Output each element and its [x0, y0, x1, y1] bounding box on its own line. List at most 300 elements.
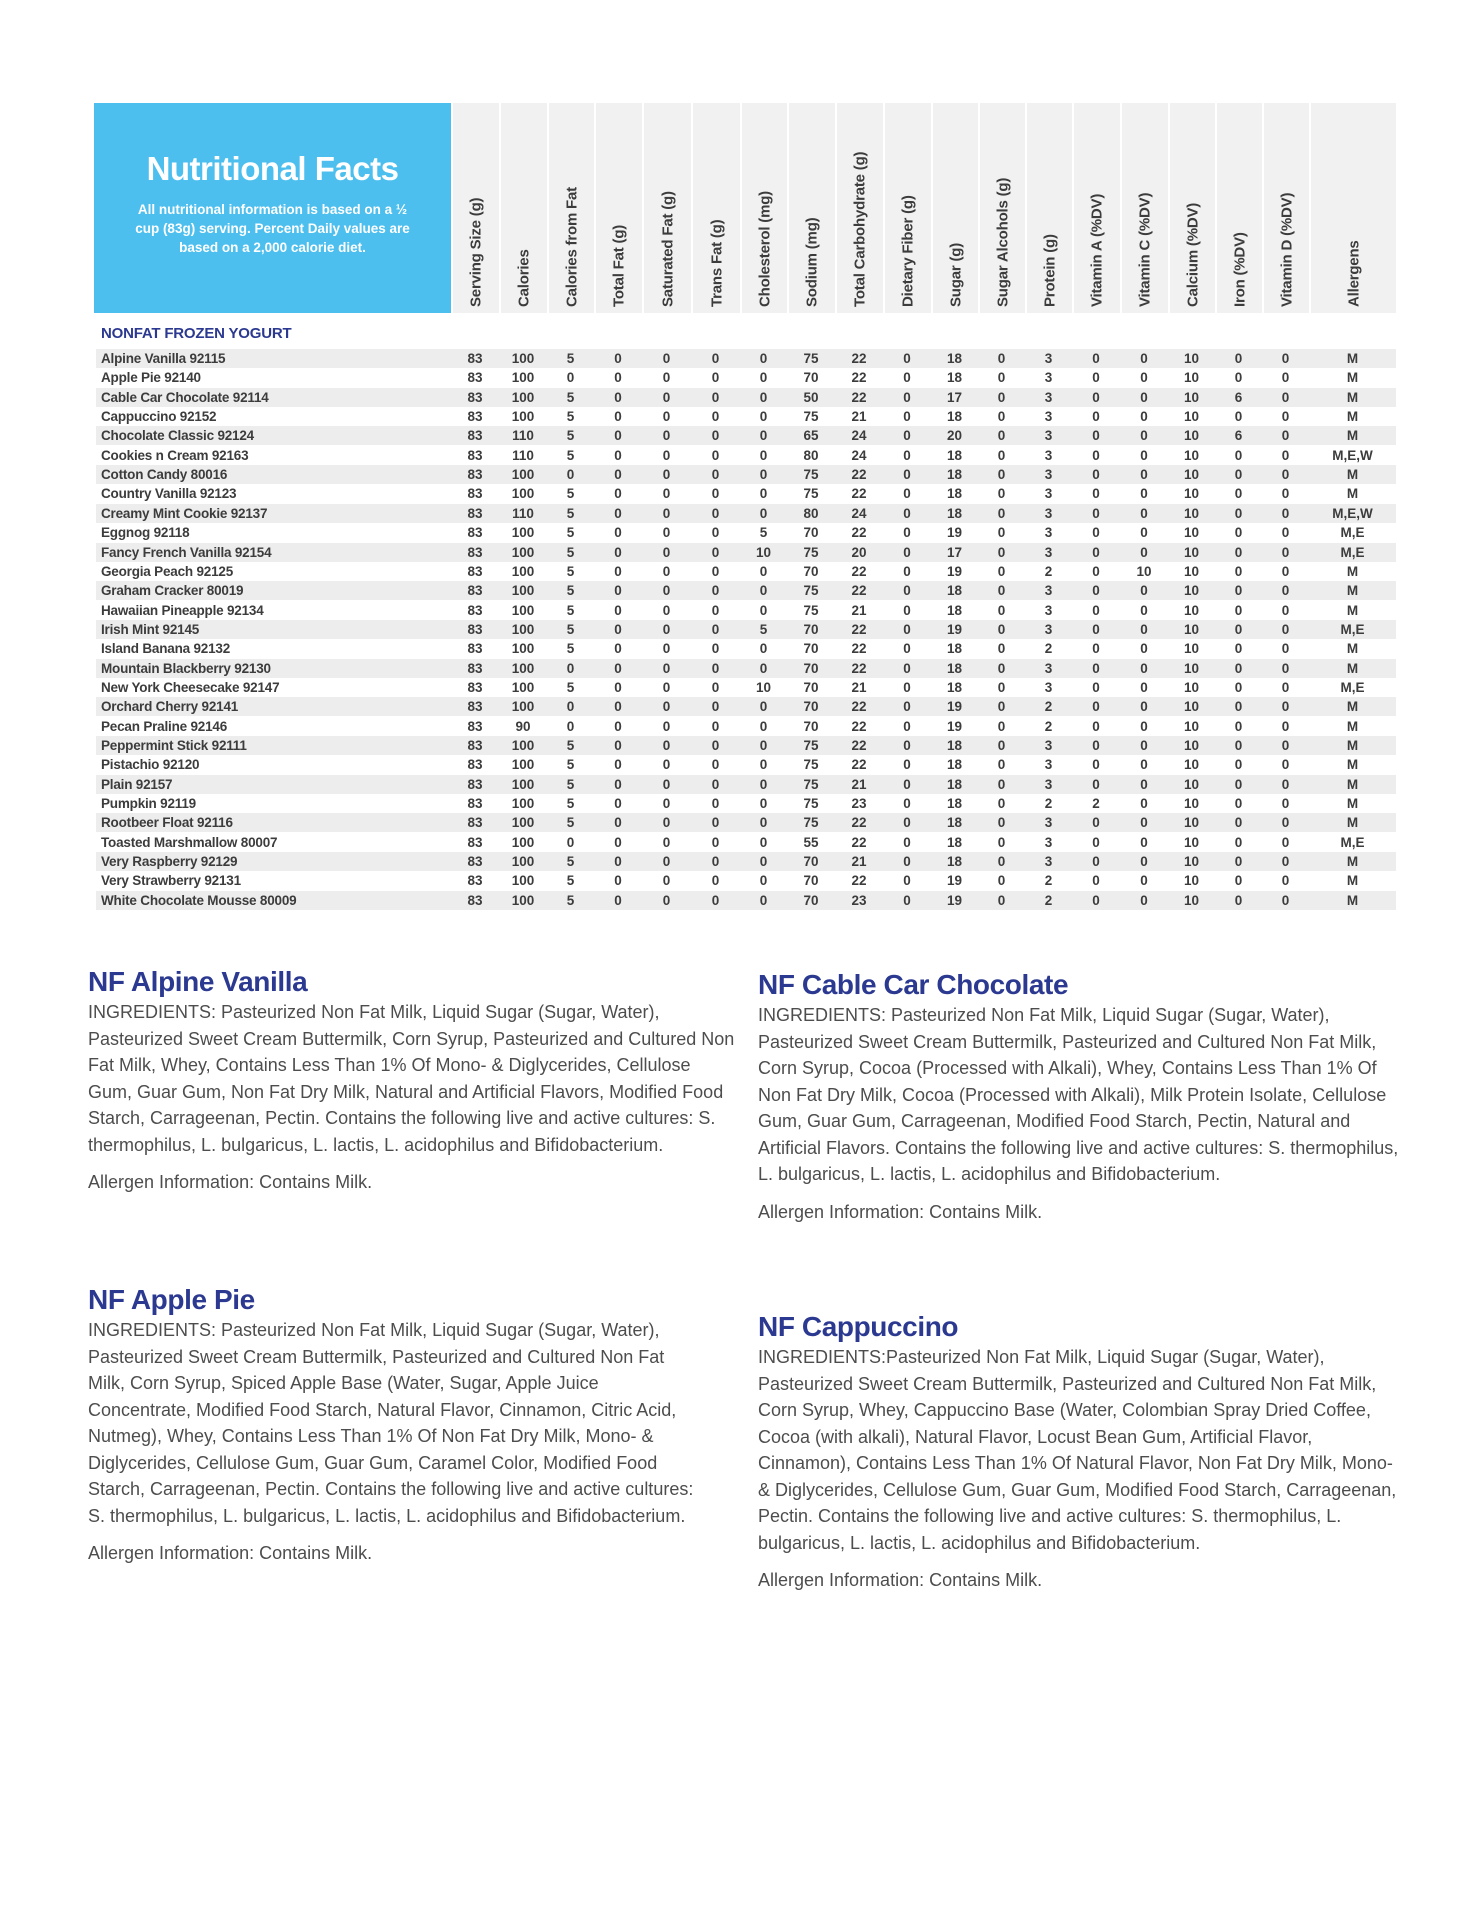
flavor-name: Cable Car Chocolate 92114 [101, 389, 269, 405]
table-cell: 10 [1183, 563, 1200, 579]
table-cell: 0 [759, 583, 768, 599]
table-cell: 21 [851, 602, 867, 618]
table-cell: 100 [511, 370, 535, 386]
table-cell: 0 [997, 699, 1006, 715]
table-cell: M [1346, 602, 1359, 618]
flavor-name: Alpine Vanilla 92115 [101, 351, 226, 366]
table-cell: 0 [711, 660, 720, 676]
table-cell: 0 [711, 834, 720, 850]
table-cell: 0 [1140, 505, 1148, 521]
table-cell: 75 [803, 486, 819, 502]
table-cell: 75 [803, 544, 819, 560]
table-cell: 0 [614, 544, 622, 560]
table-cell: 0 [759, 854, 768, 870]
table-cell: 0 [997, 389, 1006, 405]
table-cell: 0 [759, 834, 768, 850]
table-cell: 0 [997, 351, 1006, 366]
table-cell: 0 [1140, 544, 1148, 560]
table-cell: 0 [1281, 370, 1290, 386]
column-header-label: Protein (g) [1041, 234, 1058, 307]
table-cell: 3 [1044, 351, 1053, 366]
table-cell: 70 [803, 563, 819, 579]
table-cell: 0 [903, 873, 911, 889]
table-cell: 0 [711, 525, 720, 541]
table-cell: 22 [851, 486, 867, 502]
table-cell: 0 [1092, 776, 1100, 792]
flavor-name: Very Strawberry 92131 [101, 873, 241, 889]
table-cell: 0 [759, 796, 768, 812]
table-cell: 0 [1092, 718, 1100, 734]
table-cell: 75 [803, 602, 819, 618]
table-cell: 0 [1140, 699, 1148, 715]
table-cell: 0 [903, 776, 911, 792]
section-label: NONFAT FROZEN YOGURT [101, 325, 292, 342]
table-cell: 23 [851, 796, 867, 812]
table-cell: 0 [903, 505, 911, 521]
flavor-name: Toasted Marshmallow 80007 [101, 834, 278, 850]
table-cell: 20 [851, 544, 867, 560]
table-cell: 0 [614, 563, 622, 579]
table-cell: M [1346, 370, 1359, 386]
table-cell: 0 [711, 873, 720, 889]
table-cell: 0 [1092, 854, 1100, 870]
table-row [96, 504, 1396, 523]
table-cell: 0 [1234, 621, 1243, 637]
table-cell: 0 [759, 447, 768, 463]
ingredient-block-cappuccino [758, 1310, 1398, 1593]
ingredient-title: NF Cappuccino [758, 1311, 959, 1342]
table-cell: 0 [997, 660, 1006, 676]
table-cell: 10 [1183, 757, 1200, 773]
table-cell: 0 [662, 563, 671, 579]
flavor-name: Country Vanilla 92123 [101, 486, 237, 502]
table-cell: M [1346, 467, 1359, 483]
column-header [594, 103, 642, 313]
table-cell: 0 [1140, 583, 1148, 599]
table-cell: 0 [997, 525, 1006, 541]
table-cell: 100 [511, 641, 535, 657]
table-cell: 0 [662, 447, 671, 463]
table-cell: 0 [614, 351, 622, 366]
table-cell: 100 [511, 621, 535, 637]
table-cell: 0 [1281, 834, 1290, 850]
facts-title: Nutritional Facts [146, 150, 399, 187]
table-cell: 0 [1092, 486, 1100, 502]
table-cell: 0 [662, 486, 671, 502]
table-cell: 100 [511, 525, 535, 541]
table-cell: 0 [997, 641, 1006, 657]
table-cell: 3 [1044, 776, 1053, 792]
table-cell: M [1346, 660, 1359, 676]
table-cell: 0 [566, 834, 575, 850]
table-cell: 0 [662, 854, 671, 870]
table-cell: 18 [946, 602, 963, 618]
table-cell: 83 [467, 738, 483, 753]
table-cell: 0 [614, 738, 622, 753]
table-cell: 5 [566, 447, 575, 463]
table-cell: M [1346, 718, 1359, 734]
table-cell: 0 [1234, 679, 1243, 695]
table-cell: 0 [1140, 467, 1148, 483]
table-cell: 22 [851, 660, 867, 676]
table-cell: 0 [1140, 738, 1148, 753]
table-cell: 3 [1044, 660, 1053, 676]
table-cell: 3 [1044, 544, 1053, 560]
table-cell: 3 [1044, 370, 1053, 386]
table-row [96, 678, 1396, 697]
table-cell: 70 [803, 699, 819, 715]
table-cell: 65 [803, 428, 819, 444]
table-row [96, 871, 1396, 890]
table-cell: M [1346, 873, 1359, 889]
table-cell: 83 [467, 776, 483, 792]
table-cell: 17 [946, 389, 963, 405]
table-cell: 100 [511, 776, 535, 792]
table-row [96, 407, 1396, 426]
table-cell: 83 [467, 718, 483, 734]
table-cell: 10 [1183, 447, 1200, 463]
table-row [96, 465, 1396, 484]
column-header [1168, 103, 1215, 313]
table-cell: 0 [566, 370, 575, 386]
table-cell: 0 [1234, 776, 1243, 792]
table-cell: 24 [851, 447, 867, 463]
table-cell: 0 [1140, 718, 1148, 734]
table-cell: 0 [1140, 641, 1148, 657]
table-cell: M [1346, 892, 1359, 908]
table-cell: 0 [614, 621, 622, 637]
table-cell: 0 [711, 621, 720, 637]
table-cell: 0 [997, 815, 1006, 831]
table-row [96, 717, 1396, 736]
table-cell: 0 [903, 641, 911, 657]
table-cell: 0 [1281, 892, 1290, 908]
table-cell: M [1346, 351, 1359, 366]
table-cell: 0 [759, 776, 768, 792]
table-cell: 0 [759, 505, 768, 521]
table-cell: 18 [946, 409, 963, 425]
table-cell: 0 [662, 544, 671, 560]
table-cell: 0 [1140, 873, 1148, 889]
table-cell: 0 [1234, 796, 1243, 812]
column-header [1072, 103, 1120, 313]
table-cell: 10 [755, 679, 772, 695]
table-cell: 22 [851, 621, 867, 637]
facts-subtitle: All nutritional information is based on a ½ cup (83g) serving. Percent Daily values are based on a 2,000 calorie diet. [135, 202, 410, 255]
table-cell: 0 [662, 776, 671, 792]
table-cell: 0 [662, 351, 671, 366]
table-cell: 83 [467, 544, 483, 560]
table-cell: 19 [946, 563, 963, 579]
table-cell: 0 [1092, 544, 1100, 560]
table-cell: 0 [997, 505, 1006, 521]
table-cell: 22 [851, 583, 867, 599]
flavor-name: Apple Pie 92140 [101, 370, 201, 386]
table-cell: 0 [614, 699, 622, 715]
table-cell: 0 [662, 834, 671, 850]
table-cell: 0 [903, 621, 911, 637]
table-cell: 0 [1234, 467, 1243, 483]
ingredient-text: INGREDIENTS: Pasteurized Non Fat Milk, Liquid Sugar (Sugar, Water), Pasteurized Sweet Cream Buttermilk, Pasteurized and Cultured Non Fat Milk, Corn Syrup, Spiced Apple Base (Water, Sugar, Apple Juice Concentrate, Modified Food Starch, Natural Flavor, Cinnamon, Citric Acid, Nutmeg), Whey, Contains Less Than 1% Of Non Fat Dry Milk, Mono- & Diglycerides, Cellulose Gum, Guar Gum, Caramel Color, Modified Food Starch, Carrageenan, Pectin. Contains the following live and active cultures: S. thermophilus, L. bulgaricus, L. lactis, L. acidophilus and Bifidobacterium. [88, 1320, 694, 1526]
column-header-label: Iron (%DV) [1231, 232, 1248, 307]
table-cell: 0 [903, 892, 911, 908]
table-cell: 0 [614, 892, 622, 908]
table-cell: 10 [1183, 370, 1200, 386]
table-cell: 18 [946, 776, 963, 792]
table-cell: M [1346, 776, 1359, 792]
table-cell: 100 [511, 583, 535, 599]
table-cell: 100 [511, 544, 535, 560]
table-cell: 0 [1092, 757, 1100, 773]
table-cell: 0 [1234, 834, 1243, 850]
table-cell: 18 [946, 679, 963, 695]
table-cell: 0 [997, 738, 1006, 753]
flavor-name: Island Banana 92132 [101, 641, 231, 657]
ingredient-title: NF Apple Pie [88, 1284, 255, 1315]
table-cell: 0 [614, 757, 622, 773]
table-cell: 100 [511, 738, 535, 753]
table-cell: 83 [467, 815, 483, 831]
table-cell: 0 [997, 796, 1006, 812]
column-header-label: Serving Size (g) [467, 197, 485, 307]
ingredient-title: NF Cable Car Chocolate [758, 969, 1069, 1000]
table-cell: 0 [1281, 679, 1290, 695]
flavor-name: Fancy French Vanilla 92154 [101, 544, 272, 560]
table-cell: 100 [511, 389, 535, 405]
table-cell: 0 [903, 447, 911, 463]
table-cell: 0 [903, 796, 911, 812]
ingredient-text: INGREDIENTS:Pasteurized Non Fat Milk, Liquid Sugar (Sugar, Water), Pasteurized Sweet Cream Buttermilk, Pasteurized and Cultured Non Fat Milk, Corn Syrup, Whey, Cappuccino Base (Water, Colombian Spray Dried Coffee, Cocoa (with alkali), Natural Flavor, Locust Bean Gum, Artificial Flavor, Cinnamon), Contains Less Than 1% Of Natural Flavor, Non Fat Dry Milk, Mono- & Diglycerides, Cellulose Gum, Guar Gum, Modified Food Starch, Carrageenan, Pectin. Contains the following live and active cultures: S. thermophilus, L. bulgaricus, L. lactis, L. acidophilus and Bifidobacterium. [758, 1347, 1397, 1553]
column-header-label: Vitamin A (%DV) [1088, 193, 1106, 307]
table-cell: 83 [467, 796, 483, 812]
table-cell: 0 [1281, 602, 1290, 618]
table-cell: 0 [566, 660, 575, 676]
table-cell: 10 [1183, 873, 1200, 889]
table-cell: 10 [1183, 796, 1200, 812]
table-cell: 0 [614, 834, 622, 850]
table-cell: 5 [566, 428, 575, 444]
table-cell: 0 [662, 699, 671, 715]
table-cell: 70 [803, 660, 819, 676]
table-cell: 0 [662, 602, 671, 618]
table-cell: 0 [1281, 796, 1290, 812]
table-cell: 75 [803, 776, 819, 792]
table-cell: 0 [1140, 525, 1148, 541]
table-cell: 10 [1183, 602, 1200, 618]
table-cell: 5 [566, 641, 575, 657]
table-cell: 75 [803, 467, 819, 483]
table-cell: 2 [1044, 718, 1053, 734]
table-cell: 5 [566, 563, 575, 579]
table-cell: 100 [511, 757, 535, 773]
table-cell: 0 [614, 776, 622, 792]
table-cell: 0 [1234, 505, 1243, 521]
table-cell: 0 [1092, 834, 1100, 850]
table-cell: 100 [511, 699, 535, 715]
column-header [1262, 103, 1309, 313]
column-header-label: Sodium (mg) [803, 217, 821, 307]
table-cell: 83 [467, 660, 483, 676]
table-cell: 3 [1044, 389, 1053, 405]
table-cell: 0 [711, 641, 720, 657]
table-cell: 0 [1092, 525, 1100, 541]
table-cell: 0 [1140, 892, 1148, 908]
table-cell: 0 [1281, 641, 1290, 657]
column-header [1215, 103, 1262, 313]
table-cell: 90 [515, 718, 531, 734]
table-cell: 5 [566, 544, 575, 560]
table-cell: M [1346, 757, 1359, 773]
table-cell: 18 [946, 641, 963, 657]
table-cell: 0 [614, 447, 622, 463]
table-cell: 0 [1092, 389, 1100, 405]
table-cell: 0 [1140, 409, 1148, 425]
table-cell: 0 [759, 370, 768, 386]
table-cell: 0 [614, 505, 622, 521]
table-cell: 0 [614, 815, 622, 831]
table-cell: M [1346, 486, 1359, 502]
table-cell: 0 [1234, 447, 1243, 463]
table-cell: 83 [467, 834, 483, 850]
table-cell: 0 [1281, 525, 1290, 541]
table-cell: 70 [803, 679, 819, 695]
table-cell: 5 [566, 525, 575, 541]
table-cell: 0 [997, 679, 1006, 695]
table-cell: 0 [1281, 428, 1290, 444]
table-cell: 22 [851, 563, 867, 579]
table-cell: 0 [1281, 563, 1290, 579]
flavor-name: Creamy Mint Cookie 92137 [101, 505, 268, 521]
table-cell: 0 [1281, 583, 1290, 599]
column-header [691, 103, 740, 313]
table-cell: 0 [1092, 699, 1100, 715]
table-cell: 83 [467, 699, 483, 715]
table-cell: 0 [662, 428, 671, 444]
table-cell: 22 [851, 351, 867, 366]
table-cell: 0 [711, 718, 720, 734]
table-cell: 0 [1234, 699, 1243, 715]
column-header [451, 103, 499, 313]
table-cell: 0 [903, 351, 911, 366]
table-cell: 0 [1092, 351, 1100, 366]
table-cell: 0 [1281, 757, 1290, 773]
table-cell: 3 [1044, 854, 1053, 870]
table-cell: 20 [946, 428, 963, 444]
table-cell: M,E [1340, 834, 1365, 850]
table-cell: 0 [1092, 738, 1100, 753]
table-cell: 0 [1092, 602, 1100, 618]
flavor-name: Rootbeer Float 92116 [101, 815, 233, 831]
table-cell: 18 [946, 583, 963, 599]
table-cell: 0 [903, 467, 911, 483]
table-cell: 0 [1234, 718, 1243, 734]
table-cell: 0 [614, 583, 622, 599]
flavor-name: Georgia Peach 92125 [101, 563, 234, 579]
table-cell: 0 [903, 563, 911, 579]
table-cell: 80 [803, 447, 819, 463]
table-cell: 5 [566, 757, 575, 773]
table-cell: 0 [1234, 854, 1243, 870]
table-cell: 21 [851, 679, 867, 695]
table-cell: 0 [711, 854, 720, 870]
table-cell: 0 [903, 738, 911, 753]
table-cell: 10 [1183, 699, 1200, 715]
table-cell: 110 [512, 428, 534, 444]
flavor-name: Pumpkin 92119 [101, 796, 196, 812]
table-cell: 0 [1140, 602, 1148, 618]
table-cell: 0 [903, 486, 911, 502]
table-cell: 0 [1140, 815, 1148, 831]
table-cell: 70 [803, 370, 819, 386]
table-cell: 3 [1044, 621, 1053, 637]
table-cell: 0 [662, 738, 671, 753]
table-cell: 0 [759, 602, 768, 618]
table-cell: 0 [903, 602, 911, 618]
table-cell: 3 [1044, 525, 1053, 541]
column-header [499, 103, 547, 313]
column-header-label: Vitamin D (%DV) [1278, 192, 1295, 307]
table-cell: 83 [467, 873, 483, 889]
table-cell: 0 [903, 660, 911, 676]
table-cell: 0 [614, 428, 622, 444]
table-cell: 0 [997, 486, 1006, 502]
table-cell: 10 [1183, 621, 1200, 637]
flavor-name: White Chocolate Mousse 80009 [101, 892, 297, 908]
table-cell: 0 [614, 389, 622, 405]
table-cell: 0 [1234, 370, 1243, 386]
table-cell: 0 [1092, 563, 1100, 579]
table-cell: 0 [711, 776, 720, 792]
table-cell: 18 [946, 370, 963, 386]
column-header [787, 103, 835, 313]
table-cell: 24 [851, 428, 867, 444]
table-cell: 18 [946, 738, 963, 753]
table-cell: 0 [1092, 641, 1100, 657]
column-header-label: Vitamin C (%DV) [1136, 192, 1154, 307]
table-cell: 0 [614, 679, 622, 695]
table-cell: 0 [1140, 389, 1148, 405]
table-cell: 5 [566, 409, 575, 425]
table-cell: 75 [803, 583, 819, 599]
table-cell: 0 [1234, 563, 1243, 579]
table-row [96, 697, 1396, 716]
table-cell: 83 [467, 467, 483, 483]
table-cell: 0 [711, 602, 720, 618]
table-cell: M,E [1340, 525, 1365, 541]
table-cell: 0 [614, 641, 622, 657]
table-cell: 10 [1183, 892, 1200, 908]
table-cell: 5 [566, 776, 575, 792]
table-cell: 2 [1044, 873, 1053, 889]
table-cell: M,E [1340, 679, 1365, 695]
table-cell: 5 [566, 892, 575, 908]
ingredient-block-apple-pie [88, 1283, 698, 1566]
column-header-label: Dietary Fiber (g) [899, 195, 917, 307]
table-cell: 0 [1092, 583, 1100, 599]
column-header [1120, 103, 1168, 313]
table-cell: 80 [803, 505, 819, 521]
table-row [96, 775, 1396, 794]
table-cell: 0 [1281, 776, 1290, 792]
table-cell: 0 [614, 409, 622, 425]
table-cell: 0 [614, 796, 622, 812]
table-cell: 2 [1092, 796, 1100, 812]
table-cell: 0 [997, 467, 1006, 483]
flavor-name: Peppermint Stick 92111 [101, 738, 247, 753]
table-cell: 19 [946, 621, 963, 637]
table-cell: 3 [1044, 602, 1053, 618]
table-cell: 0 [662, 409, 671, 425]
